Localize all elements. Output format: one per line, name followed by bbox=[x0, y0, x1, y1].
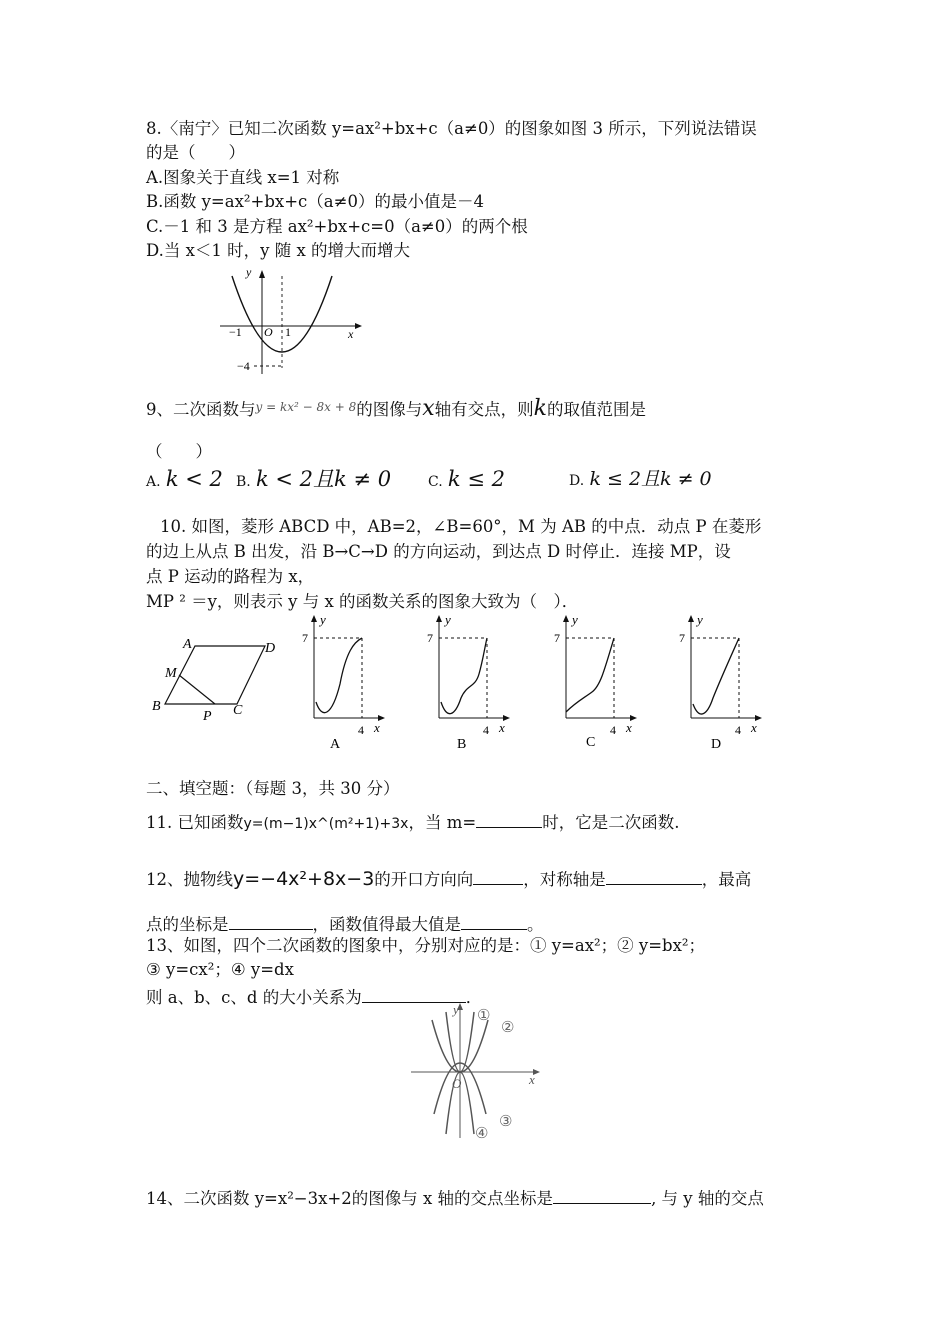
q9-formula: y = kx² − 8x + 8 bbox=[255, 400, 357, 414]
q12-blank-vertex[interactable] bbox=[229, 911, 313, 930]
q9-x-var: x bbox=[422, 396, 435, 421]
q10-vertex-c: C bbox=[233, 703, 243, 718]
q12-blank-direction[interactable] bbox=[473, 866, 523, 885]
svg-text:y: y bbox=[320, 612, 326, 627]
q9-option-c: C. k ≤ 2 bbox=[428, 467, 505, 491]
q10-graph-b-label: B bbox=[457, 737, 467, 752]
svg-text:④: ④ bbox=[475, 1126, 489, 1142]
q14-blank-x-intercepts[interactable] bbox=[553, 1185, 651, 1204]
q8-line1: 8.〈南宁〉已知二次函数 y=ax²+bx+c（a≠0）的图象如图 3 所示，下列说法错误 bbox=[146, 119, 757, 138]
q9-prefix: 9、二次函数与 bbox=[146, 400, 256, 419]
svg-text:4: 4 bbox=[610, 723, 616, 737]
q10-vertex-d: D bbox=[265, 641, 276, 656]
q9-mid: 的图像与 bbox=[356, 400, 423, 419]
q10-graph-c bbox=[554, 612, 637, 750]
q9-option-c-math: k ≤ 2 bbox=[447, 467, 505, 491]
q9-k-var: k bbox=[533, 396, 547, 421]
q10-graph-b bbox=[427, 612, 510, 752]
q8-parabola-figure bbox=[210, 262, 370, 382]
q10-line4: MP ² ＝y，则表示 y 与 x 的函数关系的图象大致为（ ）． bbox=[146, 592, 579, 611]
q12-line2: 点的坐标是 ，函数值得最大值是 。 bbox=[146, 911, 544, 936]
q10-line1: 10. 如图，菱形 ABCD 中，AB=2，∠B=60°，M 为 AB 的中点．动点 P 在菱形 bbox=[160, 517, 762, 536]
q12-blank-max[interactable] bbox=[461, 911, 527, 930]
svg-text:4: 4 bbox=[483, 723, 489, 737]
q8-one-label: 1 bbox=[285, 325, 291, 339]
q10-segment-mp bbox=[179, 675, 215, 704]
q13-line3: 则 a、b、c、d 的大小关系为 ． bbox=[146, 984, 482, 1009]
q10-point-p: P bbox=[203, 709, 212, 724]
q10-rhombus bbox=[165, 646, 265, 704]
svg-text:x: x bbox=[751, 720, 757, 735]
q10-vertex-a: A bbox=[183, 637, 192, 652]
svg-text:①: ① bbox=[477, 1008, 491, 1024]
svg-text:y: y bbox=[572, 612, 578, 627]
q9-option-d-math: k ≤ 2且k ≠ 0 bbox=[589, 468, 712, 490]
svg-text:7: 7 bbox=[554, 631, 560, 645]
q11-line: 11. 已知函数y=(m−1)x^(m²+1)+3x，当 m= 时，它是二次函数. bbox=[146, 809, 679, 835]
q8-option-d: D.当 x＜1 时，y 随 x 的增大而增大 bbox=[146, 241, 411, 260]
q10-graph-d bbox=[679, 612, 762, 752]
svg-text:③: ③ bbox=[499, 1114, 513, 1130]
svg-text:x: x bbox=[374, 720, 380, 735]
q8-origin-label: O bbox=[264, 325, 273, 339]
q9-suffix: 的取值范围是 bbox=[546, 400, 646, 419]
q8-option-a: A.图象关于直线 x=1 对称 bbox=[146, 168, 340, 187]
svg-text:y: y bbox=[453, 1002, 459, 1017]
q11-blank-m[interactable] bbox=[476, 809, 542, 828]
q8-neg1-label: −1 bbox=[229, 325, 242, 339]
svg-text:7: 7 bbox=[302, 631, 308, 645]
q10-rhombus-figure bbox=[145, 632, 290, 727]
q13-line2: ③ y=cx²；④ y=dx bbox=[146, 960, 294, 979]
q10-graph-c-label: C bbox=[586, 735, 596, 750]
q9-option-b-math: k < 2且k ≠ 0 bbox=[256, 467, 392, 491]
q13-line1: 13、如图，四个二次函数的图象中，分别对应的是：① y=ax²；② y=bx²； bbox=[146, 936, 706, 955]
q9-option-b: B. k < 2且k ≠ 0 bbox=[236, 467, 392, 491]
q8-option-b: B.函数 y=ax²+bx+c（a≠0）的最小值是－4 bbox=[146, 192, 484, 211]
q12-formula: y=−4x²+8x−3 bbox=[233, 868, 375, 890]
svg-text:4: 4 bbox=[735, 723, 741, 737]
q10-graph-a-label: A bbox=[330, 737, 341, 752]
q10-graph-d-label: D bbox=[711, 737, 722, 752]
q10-line3: 点 P 运动的路程为 x， bbox=[146, 567, 315, 586]
q12-blank-axis[interactable] bbox=[606, 866, 702, 885]
q8-x-label: x bbox=[348, 327, 354, 341]
q14-line: 14、二次函数 y=x²−3x+2的图像与 x 轴的交点坐标是 , 与 y 轴的交点 bbox=[146, 1185, 764, 1210]
q8-y-label: y bbox=[246, 265, 252, 279]
q9-line1 bbox=[146, 396, 646, 421]
svg-text:x: x bbox=[529, 1072, 535, 1087]
q9-paren: （ ） bbox=[146, 442, 212, 461]
q8-line2: 的是（ ） bbox=[146, 143, 245, 162]
q10-vertex-b: B bbox=[152, 699, 161, 714]
q10-line2: 的边上从点 B 出发，沿 B→C→D 的方向运动，到达点 D 时停止．连接 MP，设 bbox=[146, 542, 731, 561]
q9-option-a: A. k < 2 bbox=[146, 467, 223, 491]
svg-text:x: x bbox=[626, 720, 632, 735]
q12-line1: 12、抛物线y=−4x²+8x−3的开口方向向 ，对称轴是 ，最高 bbox=[146, 868, 752, 890]
q11-formula: y=(m−1)x^(m²+1)+3x bbox=[243, 816, 409, 832]
q9-mid2: 轴有交点，则 bbox=[434, 400, 534, 419]
svg-text:②: ② bbox=[501, 1020, 515, 1036]
svg-text:7: 7 bbox=[679, 631, 685, 645]
svg-text:y: y bbox=[445, 612, 451, 627]
q8-option-c: C.－1 和 3 是方程 ax²+bx+c=0（a≠0）的两个根 bbox=[146, 217, 528, 236]
q10-graph-a bbox=[302, 612, 385, 752]
svg-text:O: O bbox=[452, 1076, 462, 1091]
svg-text:y: y bbox=[697, 612, 703, 627]
svg-text:4: 4 bbox=[358, 723, 364, 737]
q10-point-m: M bbox=[165, 666, 177, 681]
svg-text:7: 7 bbox=[427, 631, 433, 645]
q13-parabolas-figure bbox=[405, 1000, 545, 1142]
svg-text:x: x bbox=[499, 720, 505, 735]
section2-heading: 二、填空题：（每题 3，共 30 分） bbox=[146, 779, 400, 798]
q9-option-d: D. k ≤ 2且k ≠ 0 bbox=[569, 468, 712, 490]
q9-option-a-math: k < 2 bbox=[165, 467, 223, 491]
q10-answer-graphs bbox=[300, 612, 770, 752]
q8-neg4-label: −4 bbox=[237, 359, 250, 373]
